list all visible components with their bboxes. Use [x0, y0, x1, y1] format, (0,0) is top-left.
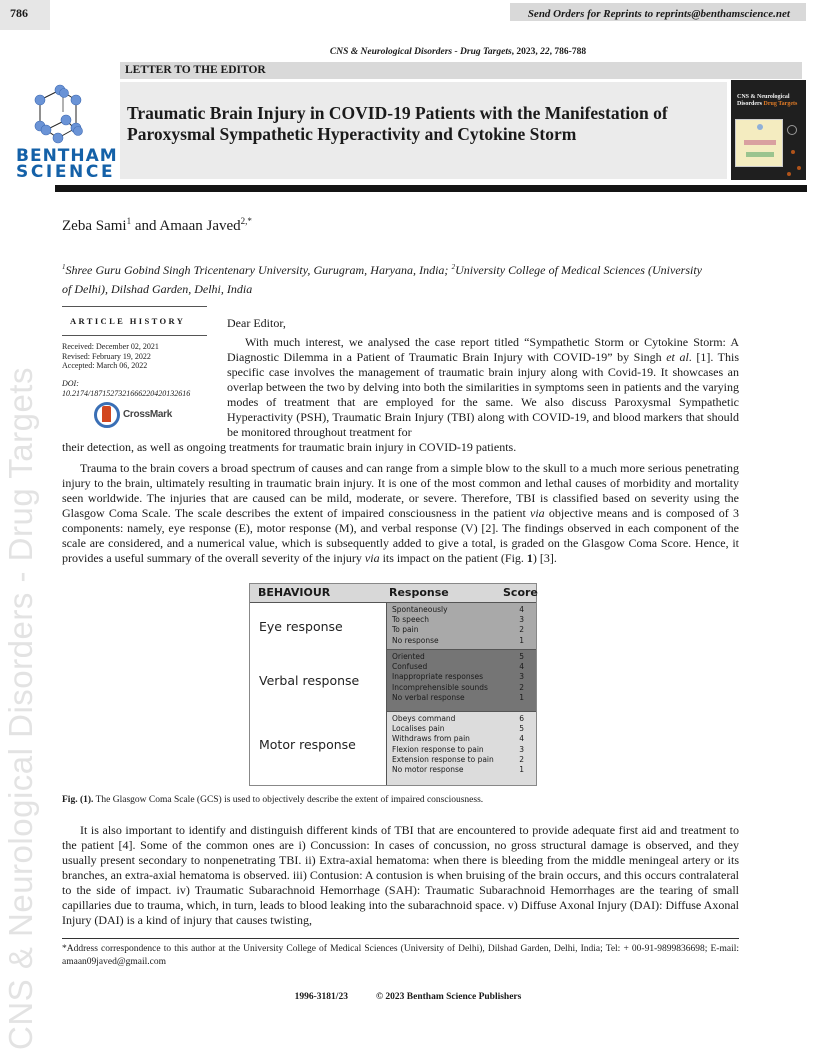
text-run-italic: via	[530, 506, 545, 520]
text-run: ) [3].	[532, 551, 557, 565]
text-run: its impact on the patient (Fig.	[379, 551, 527, 565]
cover-title	[737, 94, 797, 108]
doi-label: DOI:	[62, 378, 79, 388]
text-run: objective means and is composed of 3 components: namely, eye response (E), motor response (M), and verbal response (V) [2]. The findings observed in each component of the scale are considered, and a numerical value, which is subsequently added to give a total, is graded on the Glasgow Coma Score. Hence, it provides a useful summary of the overall severity of the injury	[62, 506, 739, 565]
gcs-behaviour-label: Motor response	[259, 737, 356, 752]
gcs-group-verbal	[250, 649, 536, 711]
gcs-response-row: Flexion response to pain 3	[392, 744, 524, 754]
cover-title-line1: CNS & Neurological	[737, 94, 790, 100]
gcs-response-row: Localises pain 5	[392, 724, 524, 734]
figure-caption-text: The Glasgow Coma Scale (GCS) is used to objectively describe the extent of impaired consciousness.	[93, 795, 484, 805]
journal-pages: 786-788	[554, 47, 587, 57]
author-affil-sup: 2,*	[240, 216, 252, 226]
molecule-cube-icon	[30, 82, 110, 144]
affiliations	[62, 258, 702, 299]
logo-text-science: SCIENCE	[16, 162, 116, 182]
reprints-notice: Send Orders for Reprints to reprints@benthamscience.net	[527, 8, 790, 20]
paragraph-3: It is also important to identify and distinguish different kinds of TBI that are encountered to provide adequate first aid and treatment to the patient [4]. Some of the common ones are i) Concussion: In cases of concussion, no gross structural damage is observed, and they usually present secondary to nonpenetrating TBI. ii) Extra-axial hematoma: when there is bleeding from the middle meningeal artery or its branches, an extra-axial hematoma is observed. iii) Contusion: A contusion is when bruising of the brain occurs, and this occurs contralateral to the side of impact. iv) Traumatic Subarachnoid Hemorrhage (SAH): Traumatic Subarachnoid Hemorrhages are the tearing of small capillaries due to trauma, which, in turn, leads to blood leaking into the subarachnoid space. v) Diffuse Axonal Injury (DAI): Diffuse Axonal Injury (DAI) is a kind of injury that causes twisting,	[62, 823, 739, 927]
article-history	[62, 306, 207, 428]
copyright: © 2023 Bentham Science Publishers	[375, 992, 522, 1002]
journal-name: CNS & Neurological Disorders - Drug Targets	[329, 47, 512, 57]
paragraph-1	[227, 335, 739, 440]
affiliation-text: University College of Medical Sciences (University of Delhi), Dilshad Garden, Delhi, India	[62, 263, 702, 296]
gcs-response-block	[386, 603, 536, 649]
gcs-response-row: Extension response to pain 2	[392, 754, 524, 764]
text-run: Trauma to the brain covers a broad spectrum of causes and can range from a simple blow to the skull to a much more serious penetrating injury to the brain, ultimately resulting in traumatic brain injury. It is one of the most common and lethal causes of morbidity and mortality seen worldwide. The injuries that are caused can be mild, moderate, or severe. Therefore, TBI is classified based on severity using the Glasgow Coma Scale. The scale describes the extent of impaired consciousness in the patient	[62, 461, 739, 520]
cover-title-accent: Drug Targets	[763, 101, 798, 107]
page-number-box	[0, 0, 50, 30]
figure-caption	[62, 795, 483, 805]
correspondence-footnote: *Address correspondence to this author at the University College of Medical Sciences (University of Delhi), Dilshad Garden, Delhi, India; Tel: + 00-91-9899836698; E-mail: amaan09javed@gmail.com	[62, 944, 739, 967]
article-history-label: ARTICLE HISTORY	[70, 316, 186, 326]
gcs-response-row: Incomprehensible sounds 2	[392, 682, 524, 692]
doi-link[interactable]: 10.2174/1871527321666220420132616	[62, 388, 191, 398]
accepted-date: Accepted: March 06, 2022	[62, 361, 148, 370]
reprints-bar	[510, 3, 806, 21]
author-name: Zeba Sami	[62, 218, 127, 234]
gcs-response-row: To speech 3	[392, 615, 524, 625]
page-footer	[0, 992, 816, 1002]
gcs-header-behaviour: BEHAVIOUR	[258, 586, 331, 599]
gcs-response-block	[386, 649, 536, 711]
paragraph-1-continued: their detection, as well as ongoing treatments for traumatic brain injury in COVID-19 patients.	[62, 440, 517, 454]
author-joiner: and	[131, 218, 160, 234]
gcs-header-response: Response	[389, 586, 449, 599]
journal-cover-thumbnail	[731, 80, 806, 180]
gcs-header-score: Score	[503, 586, 538, 599]
title-bar	[120, 82, 727, 179]
header-divider	[55, 185, 807, 192]
crossmark-icon	[94, 402, 120, 428]
journal-citation: CNS & Neurological Disorders - Drug Targets, 2023, 22, 786-788	[329, 47, 587, 57]
article-type: LETTER TO THE EDITOR	[125, 64, 266, 76]
author-list	[62, 216, 252, 235]
gcs-response-row: Oriented 5	[392, 652, 524, 661]
bentham-science-logo	[8, 82, 118, 182]
gcs-behaviour-label: Verbal response	[259, 673, 360, 688]
logo-text-bentham: BENTHAM	[16, 146, 118, 166]
paragraph-2	[62, 461, 739, 566]
issn: 1996-3181/23	[294, 992, 348, 1002]
footnote-divider	[62, 938, 739, 939]
figure-reference-link[interactable]: 1	[526, 551, 533, 565]
text-run-italic: via	[364, 551, 380, 565]
figure-caption-label: Fig. (1).	[62, 795, 94, 805]
text-run: With much interest, we analysed the case report titled “Sympathetic Storm or Cytokine Storm: A Diagnostic Dilemma in a Patient of Traumatic Brain Injury with COVID-19” by Singh	[227, 335, 739, 364]
journal-watermark: CNS & Neurological Disorders - Drug Targets	[2, 367, 39, 1050]
text-run: . [1]. This specific case involves the management of traumatic brain injury along with Covid-19. It showcases an overlap between the two by delving into both the similarities in symptoms seen in patients and the varying modes of treatment that are employed for the same. We also discuss Paroxysmal Sympathetic Hyperactivity (PSH), Traumatic Brain Injury (TBI) along with COVID-19, and blood markers that should be monitored throughout treatment for	[227, 350, 740, 439]
gcs-response-row: To pain 2	[392, 625, 524, 635]
glasgow-coma-scale-figure	[249, 583, 537, 786]
article-type-bar	[120, 62, 802, 79]
gcs-group-motor	[250, 711, 536, 785]
gcs-behaviour-label: Eye response	[259, 619, 343, 634]
affiliation-text: Shree Guru Gobind Singh Tricentenary University, Gurugram, Haryana, India;	[65, 263, 452, 277]
gcs-response-row: Confused 4	[392, 662, 524, 672]
article-title: Traumatic Brain Injury in COVID-19 Patients with the Manifestation of Paroxysmal Sympathetic Hyperactivity and Cytokine Storm	[127, 103, 668, 144]
gcs-response-row: Withdraws from pain 4	[392, 734, 524, 744]
gcs-group-eye	[250, 603, 536, 649]
gcs-header-row	[250, 584, 536, 603]
revised-date: Revised: February 19, 2022	[62, 351, 151, 361]
author-affil-sup: 1	[126, 216, 132, 226]
received-date: Received: December 02, 2021	[62, 342, 159, 351]
author-name: Amaan Javed	[159, 218, 241, 234]
gcs-response-row: No verbal response 1	[392, 692, 524, 702]
text-run-italic: et al	[666, 350, 689, 364]
gcs-response-block	[386, 711, 536, 785]
page-number: 786	[10, 6, 28, 20]
gcs-response-row: No response 1	[392, 635, 524, 645]
cover-title-line2: Disorders	[737, 101, 762, 107]
cover-illustration	[735, 119, 783, 167]
gcs-response-row: Spontaneously 4	[392, 605, 524, 614]
gcs-response-row: Inappropriate responses 3	[392, 672, 524, 682]
gcs-response-row: No motor response 1	[392, 765, 524, 775]
gcs-response-row: Obeys command 6	[392, 714, 524, 723]
journal-year: 2023	[516, 47, 536, 57]
crossmark-button[interactable]	[94, 402, 207, 428]
salutation: Dear Editor,	[227, 316, 286, 330]
affiliation-sup: 1	[62, 263, 66, 271]
affiliation-sup: 2	[451, 263, 456, 271]
crossmark-label: CrossMark	[123, 409, 172, 420]
journal-volume: 22	[540, 47, 550, 57]
cover-emblem-icon	[787, 125, 797, 135]
